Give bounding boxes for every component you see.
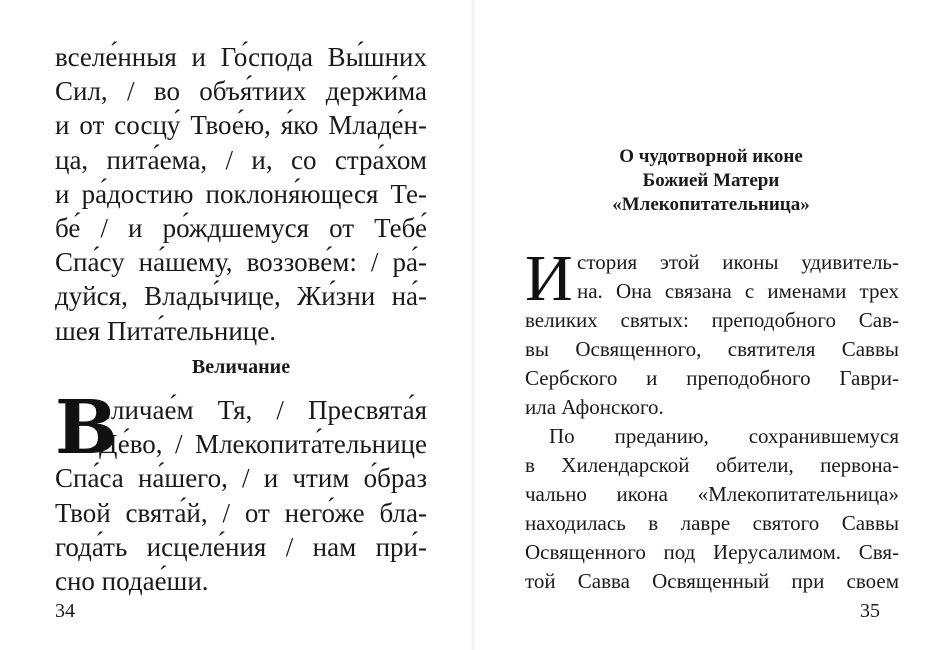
- body-line: находилась в лавре святого Саввы: [525, 511, 899, 535]
- left-page: [0, 0, 472, 650]
- body-line: вы Освященного, святителя Саввы: [525, 337, 899, 361]
- prayer-line: и ра́достию поклоня́ющеся Те-: [55, 178, 427, 209]
- magnification-text: [55, 385, 427, 598]
- prayer-text: [55, 40, 427, 348]
- prayer-line: бе́ / и ро́ждшемуся от Тебе́: [55, 213, 427, 244]
- right-page: [473, 0, 945, 650]
- body-line: великих святых: преподобного Сав-: [525, 308, 899, 332]
- section-heading: Величание: [191, 356, 291, 378]
- prayer-line: Спа́су на́шему, воззове́м: / ра́-: [55, 247, 427, 278]
- prayer-line: Сил, / во объя́тиих держи́ма: [55, 76, 427, 107]
- magnification-line: Спа́са на́шего, / и чтим о́браз: [55, 463, 427, 494]
- magnification-line: еличае́м Тя, / Пресвята́я: [99, 395, 427, 425]
- page-number: 35: [860, 600, 880, 622]
- body-line: чально икона «Млекопитательница»: [525, 482, 899, 506]
- body-line: в Хилендарской обители, первона-: [525, 453, 899, 477]
- body-line: ила Афонского.: [525, 395, 664, 419]
- prayer-line: шея Пита́тельнице.: [55, 315, 276, 346]
- body-line: на. Она связана с именами трех: [577, 279, 899, 303]
- prayer-line: вселе́нныя и Го́спода Вы́шних: [55, 42, 427, 72]
- heading-line: Божией Матери: [642, 170, 780, 191]
- body-line: По преданию, сохранившемуся: [549, 424, 899, 448]
- article-heading: [525, 145, 897, 217]
- prayer-line: и от сосцу́ Твое́ю, я́ко Младе́н-: [55, 110, 427, 141]
- magnification-line: года́ть исцеле́ния / нам при́-: [55, 531, 427, 562]
- heading-line: О чудотворной иконе: [619, 146, 803, 167]
- body-line: Освященного под Иерусалимом. Свя-: [525, 540, 899, 564]
- drop-cap: В: [55, 385, 118, 471]
- page-number: 34: [55, 600, 75, 622]
- magnification-line: Де́во, / Млекопита́тельнице: [99, 429, 427, 460]
- heading-line: «Млекопитательница»: [612, 194, 810, 215]
- drop-cap: И: [525, 242, 573, 315]
- body-line: той Савва Освященный при своем: [525, 569, 899, 593]
- prayer-line: ца, пита́ема, / и, со стра́хом: [55, 144, 427, 175]
- magnification-line: сно подае́ши.: [55, 566, 209, 597]
- prayer-line: дуйся, Влады́чице, Жи́зни на́-: [55, 281, 427, 312]
- body-line: стория этой иконы удивитель-: [577, 250, 899, 274]
- magnification-line: Твой свята́й, / от него́же бла-: [55, 497, 427, 528]
- body-line: Сербского и преподобного Гаври-: [525, 366, 899, 390]
- article-body: [525, 242, 899, 596]
